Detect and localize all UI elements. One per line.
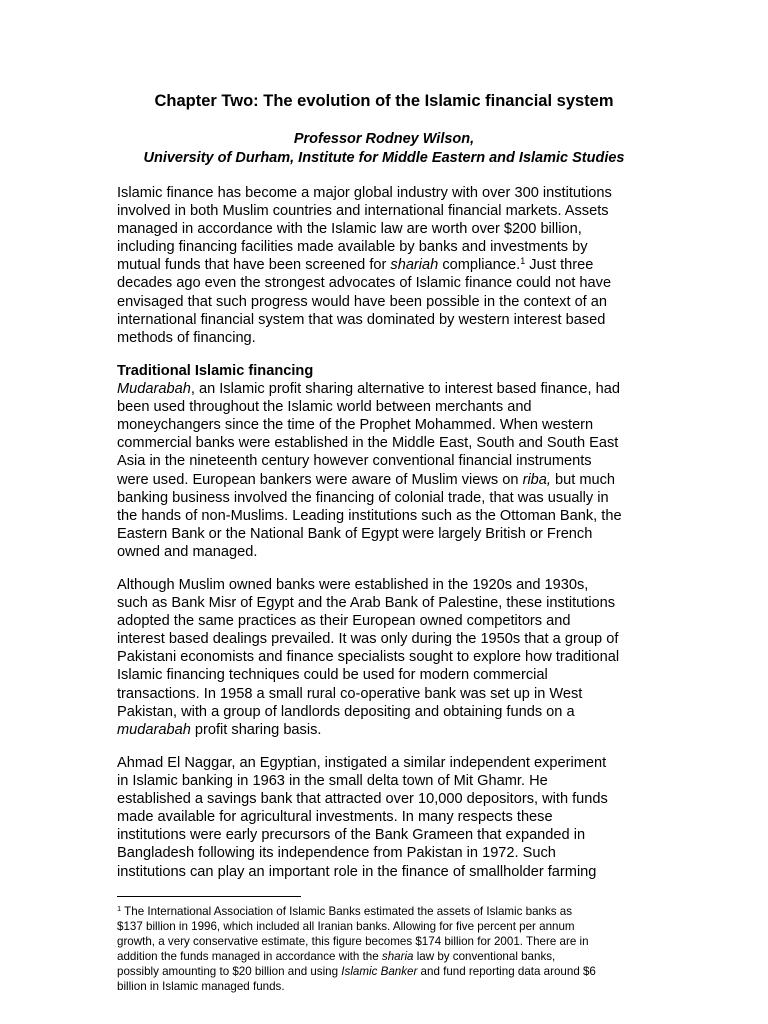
text-line: Although Muslim owned banks were established in the 1920s and 1930s, <box>117 577 589 593</box>
text-span: , an Islamic profit sharing alternative to interest based finance, had <box>190 381 620 398</box>
text-span: law by conventional banks, <box>413 949 556 963</box>
section-traditional-financing <box>117 362 657 561</box>
text-line: Islamic financing techniques could be used for modern commercial <box>117 667 548 684</box>
text-line: Pakistan, with a group of landlords depositing and obtaining funds on a <box>117 703 575 720</box>
footnote-line <box>117 965 677 980</box>
text-span: compliance. <box>438 257 521 274</box>
footnote-line <box>117 950 677 965</box>
footnote-line: growth, a very conservative estimate, this figure becomes $174 billion for 2001. There are in <box>117 934 589 948</box>
text-span: were used. European bankers were aware of Muslim views on <box>117 471 523 488</box>
text-span: and fund reporting data around $6 <box>417 964 596 978</box>
footnote-reference[interactable]: 1 <box>520 256 526 267</box>
text-span: mutual funds that have been screened for <box>117 257 391 274</box>
author-name: Professor Rodney Wilson, <box>293 131 475 147</box>
footnote-line: billion in Islamic managed funds. <box>117 979 285 993</box>
text-line: Asia in the nineteenth century however conventional financial instruments <box>117 453 592 470</box>
italic-term-mudarabah: Mudarabah <box>117 381 191 398</box>
text-line: Islamic finance has become a major global industry with over 300 institutions <box>117 185 612 201</box>
text-line: owned and managed. <box>117 543 258 560</box>
intro-paragraph <box>117 184 657 347</box>
section-heading: Traditional Islamic financing <box>117 363 314 379</box>
text-span: Just three <box>525 257 594 274</box>
text-line: been used throughout the Islamic world between merchants and <box>117 399 532 416</box>
footnote-divider <box>117 896 301 897</box>
footnote-marker: 1 <box>117 904 122 913</box>
text-line: Eastern Bank or the National Bank of Egypt were largely British or French <box>117 525 593 542</box>
text-span: addition the funds managed in accordance with the <box>117 949 382 963</box>
text-line: the hands of non-Muslims. Leading institutions such as the Ottoman Bank, the <box>117 507 622 524</box>
text-line: international financial system that was dominated by western interest based <box>117 311 606 328</box>
footnote-line: $137 billion in 1996, which included all Iranian banks. Allowing for five percent per annum <box>117 919 575 933</box>
text-span: The International Association of Islamic Banks estimated the assets of Islamic banks as <box>121 905 573 918</box>
text-line: decades ago even the strongest advocates of Islamic finance could not have <box>117 275 612 292</box>
footnote-line <box>117 905 677 920</box>
text-line <box>117 256 657 274</box>
text-line: Ahmad El Naggar, an Egyptian, instigated a similar independent experiment <box>117 755 607 771</box>
text-line <box>117 380 657 398</box>
author-block <box>0 130 768 168</box>
text-line: established a savings bank that attracted over 10,000 depositors, with funds <box>117 791 608 808</box>
italic-term-islamic-banker: Islamic Banker <box>341 964 418 978</box>
text-line: in Islamic banking in 1963 in the small delta town of Mit Ghamr. He <box>117 773 548 790</box>
text-line: interest based dealings prevailed. It was only during the 1950s that a group of <box>117 631 619 648</box>
author-affiliation: University of Durham, Institute for Middle Eastern and Islamic Studies <box>143 150 625 166</box>
text-line: institutions can play an important role in the finance of smallholder farming <box>117 863 597 880</box>
text-line: managed in accordance with the Islamic law are worth over $200 billion, <box>117 221 582 238</box>
text-line <box>117 721 657 739</box>
italic-term-sharia: sharia <box>381 949 414 963</box>
italic-term-mudarabah: mudarabah <box>117 721 191 738</box>
paragraph-el-naggar <box>117 754 657 881</box>
text-line: transactions. In 1958 a small rural co-operative bank was set up in West <box>117 685 583 702</box>
text-line: envisaged that such progress would have been possible in the context of an <box>117 293 608 310</box>
text-line: adopted the same practices as their European owned competitors and <box>117 613 571 630</box>
text-line: such as Bank Misr of Egypt and the Arab Bank of Palestine, these institutions <box>117 595 616 612</box>
text-line: methods of financing. <box>117 329 256 346</box>
text-line: institutions were early precursors of the Bank Grameen that expanded in <box>117 827 586 844</box>
text-line: commercial banks were established in the Middle East, South and South East <box>117 435 619 452</box>
text-span: but much <box>550 471 616 488</box>
text-line: including financing facilities made available by banks and investments by <box>117 239 588 256</box>
text-line: Bangladesh following its independence from Pakistan in 1972. Such <box>117 845 556 862</box>
text-span: possibly amounting to $20 billion and using <box>117 964 342 978</box>
italic-term-riba: riba, <box>522 471 551 488</box>
text-line <box>117 471 657 489</box>
text-line: moneychangers since the time of the Prophet Mohammed. When western <box>117 417 594 434</box>
page-title: Chapter Two: The evolution of the Islamic financial system <box>154 92 614 110</box>
text-line: made available for agricultural investments. In many respects these <box>117 809 553 826</box>
text-line: banking business involved the financing of colonial trade, that was usually in <box>117 489 609 506</box>
italic-term-shariah: shariah <box>390 257 439 274</box>
text-span: profit sharing basis. <box>190 721 322 738</box>
footnote-block <box>117 905 677 994</box>
paragraph-muslim-owned-banks <box>117 576 657 739</box>
text-line: Pakistani economists and finance specialists sought to explore how traditional <box>117 649 620 666</box>
text-line: involved in both Muslim countries and international financial markets. Assets <box>117 203 609 220</box>
